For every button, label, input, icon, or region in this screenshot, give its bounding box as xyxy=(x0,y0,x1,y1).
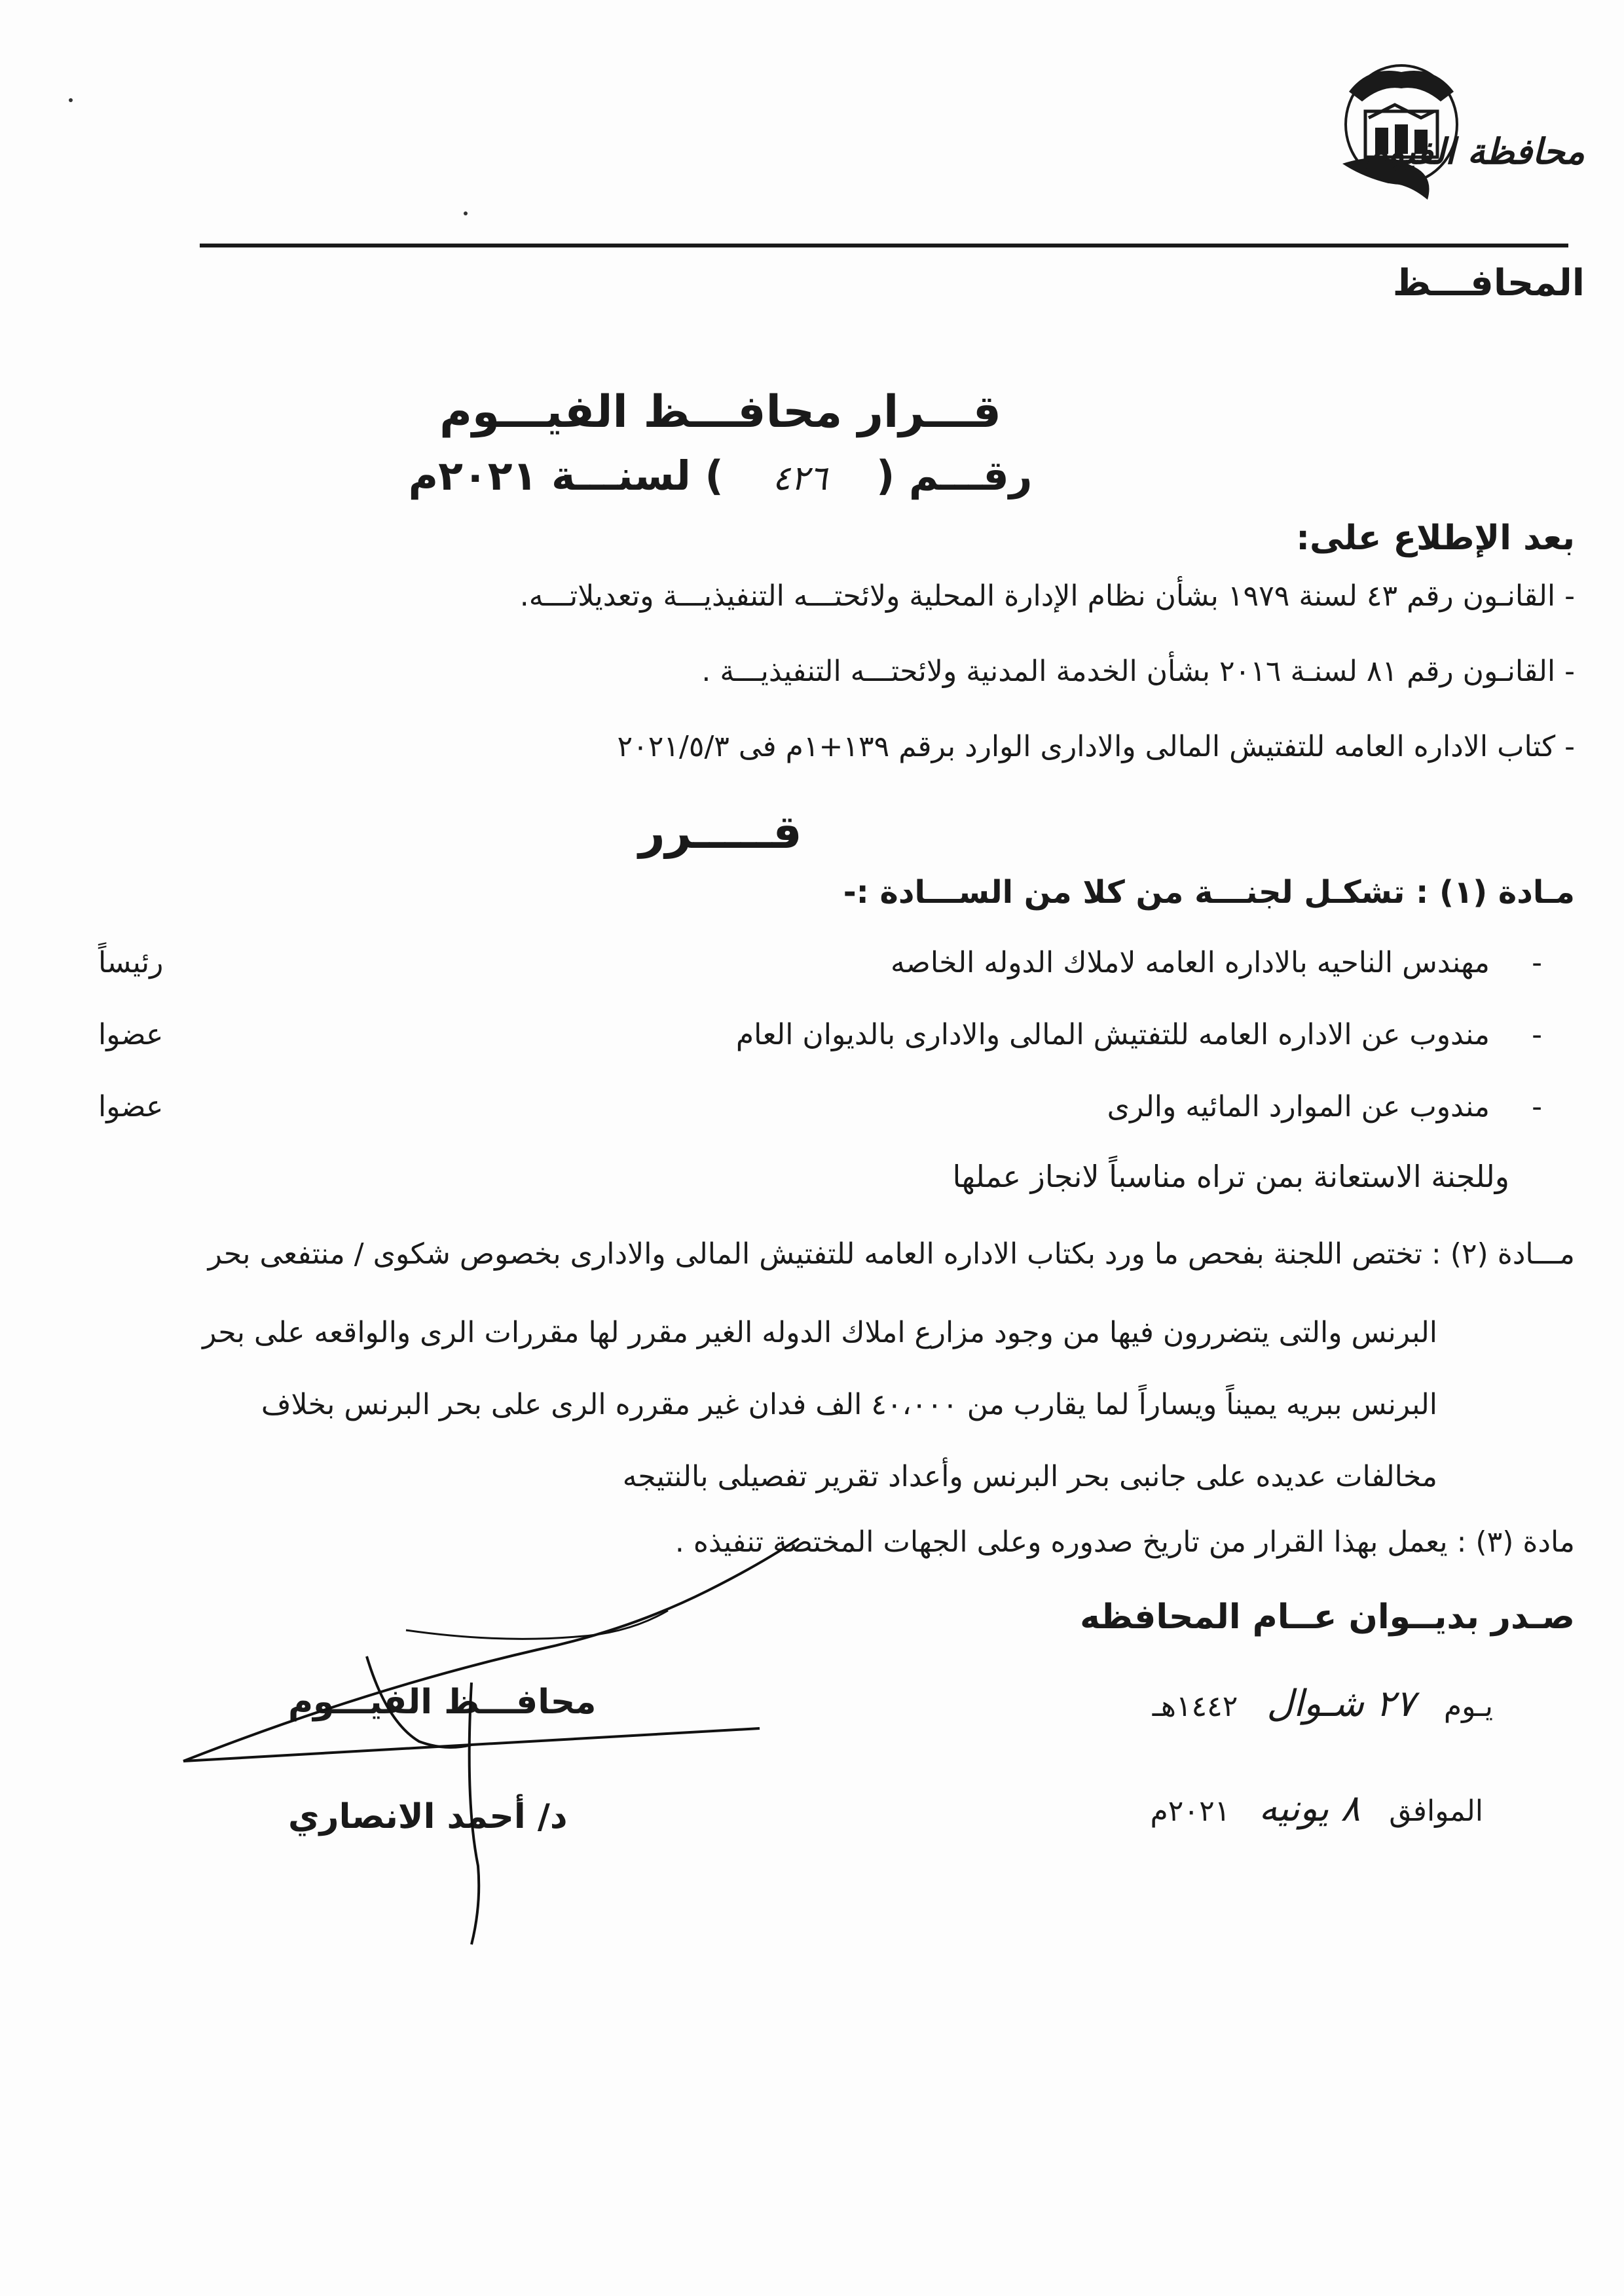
article-2-line: مخالفات عديده على جانبى بحر البرنس وأعداد تقرير تفصيلى بالنتيجه xyxy=(622,1460,1437,1493)
governorate-name: محافظة الفيوم xyxy=(1365,131,1585,172)
issued-at: صـدر بديــوان عــام المحافظه xyxy=(1080,1597,1575,1637)
gregorian-date-line xyxy=(1151,1787,1483,1830)
preamble-item: - كتاب الاداره العامه للتفتيش المالى والادارى الوارد برقم ١٣٩+١م فى ٢٠٢١/٥/٣ xyxy=(617,730,1575,763)
member-text: مندوب عن الموارد المائيه والرى xyxy=(1107,1090,1490,1123)
preamble-item: - القانـون رقم ٤٣ لسنة ١٩٧٩ بشأن نظام الإدارة المحلية ولائحتـــه التنفيذيـــة وتعديلاتـــه. xyxy=(519,579,1575,613)
article-2-line: مـــادة (٢) : تختص اللجنة بفحص ما ورد بكتاب الاداره العامه للتفتيش المالى والادارى بخصوص شكوى / منتفعى بحر xyxy=(208,1237,1575,1271)
member-role: عضوا xyxy=(98,1018,164,1051)
header-divider xyxy=(200,244,1568,247)
article-3: مادة (٣) : يعمل بهذا القرار من تاريخ صدوره وعلى الجهات المختصة تنفيذه . xyxy=(674,1525,1575,1559)
member-dash: - xyxy=(1532,946,1542,979)
member-dash: - xyxy=(1532,1090,1542,1123)
article-1-heading: مـادة (١) : تشكـل لجنـــة من كلا من الســـادة :- xyxy=(843,874,1575,911)
day-prefix: يـوم xyxy=(1443,1690,1493,1723)
decree-number-handwritten: ٤٢٦ xyxy=(772,459,828,498)
hijri-date-line xyxy=(1153,1683,1493,1725)
decree-number-line xyxy=(0,452,1532,500)
member-role: رئيساً xyxy=(98,946,164,979)
decree-heading: قـــــرر xyxy=(638,805,802,859)
day-handwritten: ٢٧ شـوال xyxy=(1266,1683,1415,1725)
governorate-seal-icon xyxy=(1329,52,1460,203)
member-role: عضوا xyxy=(98,1090,164,1123)
decree-number-prefix: رقـــم ( xyxy=(876,452,1033,500)
hijri-year: ١٤٤٢هـ xyxy=(1152,1690,1238,1723)
article-2-line: البرنس ببريه يميناً ويساراً لما يقارب من ٤٠،٠٠٠ الف فدان غير مقرره الرى على بحر البرنس بخلاف xyxy=(261,1388,1437,1421)
office-label: المحافـــظ xyxy=(1392,262,1585,304)
article-2-line: البرنس والتى يتضررون فيها من وجود مزارع املاك الدوله الغير مقرر لها مقررات الرى والواقعه على بحر xyxy=(202,1316,1437,1349)
member-dash: - xyxy=(1532,1018,1542,1051)
greg-prefix: الموافق xyxy=(1389,1795,1483,1828)
committee-assist-clause: وللجنة الاستعانة بمن تراه مناسباً لانجاز عملها xyxy=(952,1159,1509,1194)
decree-number-suffix: ) لسنـــة ٢٠٢١م xyxy=(408,452,724,500)
signatory-name: د/ أحمد الانصاري xyxy=(288,1797,568,1836)
preamble-item: - القانـون رقم ٨١ لسنـة ٢٠١٦ بشأن الخدمة المدنية ولائحتـــه التنفيذيـــة . xyxy=(701,655,1575,688)
member-text: مهندس الناحيه بالاداره العامه لاملاك الدوله الخاصه xyxy=(890,946,1490,979)
greg-year: ٢٠٢١م xyxy=(1150,1795,1230,1828)
scan-speck xyxy=(69,98,73,102)
handwritten-signature-icon xyxy=(170,1525,825,1951)
greg-handwritten: ٨ يونيه xyxy=(1259,1787,1361,1830)
decree-title: قـــرار محافـــظ الفيـــوم xyxy=(439,386,1001,438)
preamble-heading: بعد الإطلاع على: xyxy=(1296,519,1575,558)
signatory-title: محافـــظ الفيـــوم xyxy=(288,1683,597,1722)
member-text: مندوب عن الاداره العامه للتفتيش المالى والادارى بالديوان العام xyxy=(735,1018,1490,1051)
scan-speck xyxy=(464,211,468,215)
